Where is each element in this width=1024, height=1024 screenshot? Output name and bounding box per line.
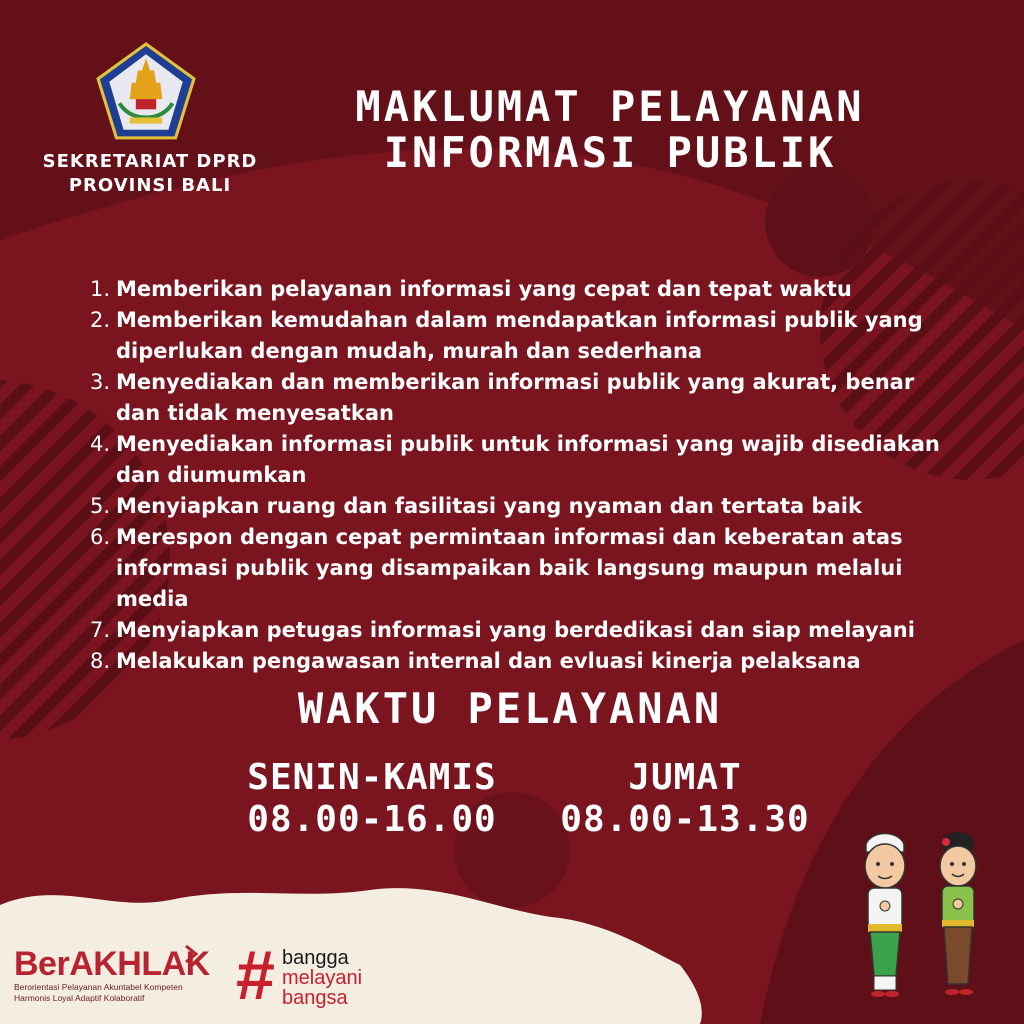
list-item-text: Menyiapkan ruang dan fasilitasi yang nyaman dan tertata baik <box>116 494 862 518</box>
weekdays-hours: 08.00-16.00 <box>247 799 497 840</box>
list-item <box>90 615 960 646</box>
list-item-text: Menyediakan informasi publik untuk informasi yang wajib disediakan dan diumumkan <box>116 432 940 487</box>
service-hours-heading: WAKTU PELAYANAN <box>297 684 723 733</box>
list-item <box>90 429 960 491</box>
page-title-line1: MAKLUMAT PELAYANAN <box>355 82 865 131</box>
chevron-right-icon <box>180 942 204 966</box>
organization-name-line1: SEKRETARIAT DPRD <box>42 151 258 172</box>
berakhlak-tagline-line1: Berorientasi Pelayanan Akuntabel Kompeten <box>14 982 183 992</box>
list-item <box>90 305 960 367</box>
list-item-text: Memberikan pelayanan informasi yang cepat dan tepat waktu <box>116 277 852 301</box>
berakhlak-brand: BerAKHLAK <box>14 945 210 983</box>
list-item-number: 7. <box>90 618 111 642</box>
list-item-number: 8. <box>90 649 111 673</box>
list-item <box>90 367 960 429</box>
list-item-text: Menyediakan dan memberikan informasi publik yang akurat, benar dan tidak menyesatkan <box>116 370 915 425</box>
list-item-text: Melakukan pengawasan internal dan evluasi kinerja pelaksana <box>116 649 861 673</box>
list-item <box>90 646 960 677</box>
organization-name-line2: PROVINSI BALI <box>68 175 232 196</box>
friday-hours: 08.00-13.30 <box>560 799 810 840</box>
list-item-text: Menyiapkan petugas informasi yang berdedikasi dan siap melayani <box>116 618 915 642</box>
friday-label: JUMAT <box>628 757 742 798</box>
bangga-word1: bangga <box>282 947 349 969</box>
list-item-number: 3. <box>90 370 111 394</box>
bali-province-emblem-icon <box>95 42 197 144</box>
list-item-text: Merespon dengan cepat permintaan informasi dan keberatan atas informasi publik yang disampaikan baik langsung maupun melalui media <box>116 525 903 611</box>
balinese-couple-mascot-icon <box>850 826 1000 1006</box>
list-item <box>90 491 960 522</box>
commitment-list <box>90 274 960 677</box>
list-item-text: Memberikan kemudahan dalam mendapatkan informasi publik yang diperlukan dengan mudah, murah dan sederhana <box>116 308 923 363</box>
weekdays-label: SENIN-KAMIS <box>247 757 497 798</box>
berakhlak-tagline-line2: Harmonis Loyal Adaptif Kolaboratif <box>14 993 145 1003</box>
list-item-number: 5. <box>90 494 111 518</box>
list-item <box>90 274 960 305</box>
page-title-line2: INFORMASI PUBLIK <box>383 128 837 177</box>
organization-name <box>30 150 270 198</box>
page-title <box>280 84 940 176</box>
list-item-number: 4. <box>90 432 111 456</box>
bangga-word2: melayani <box>282 967 363 989</box>
list-item-number: 1. <box>90 277 111 301</box>
bangga-melayani-bangsa-logo <box>236 936 396 1014</box>
berakhlak-logo <box>14 946 214 1004</box>
bangga-word3: bangsa <box>282 987 348 1009</box>
list-item-number: 6. <box>90 525 111 549</box>
hashtag-symbol: # <box>236 936 275 1014</box>
list-item-number: 2. <box>90 308 111 332</box>
list-item <box>90 522 960 615</box>
